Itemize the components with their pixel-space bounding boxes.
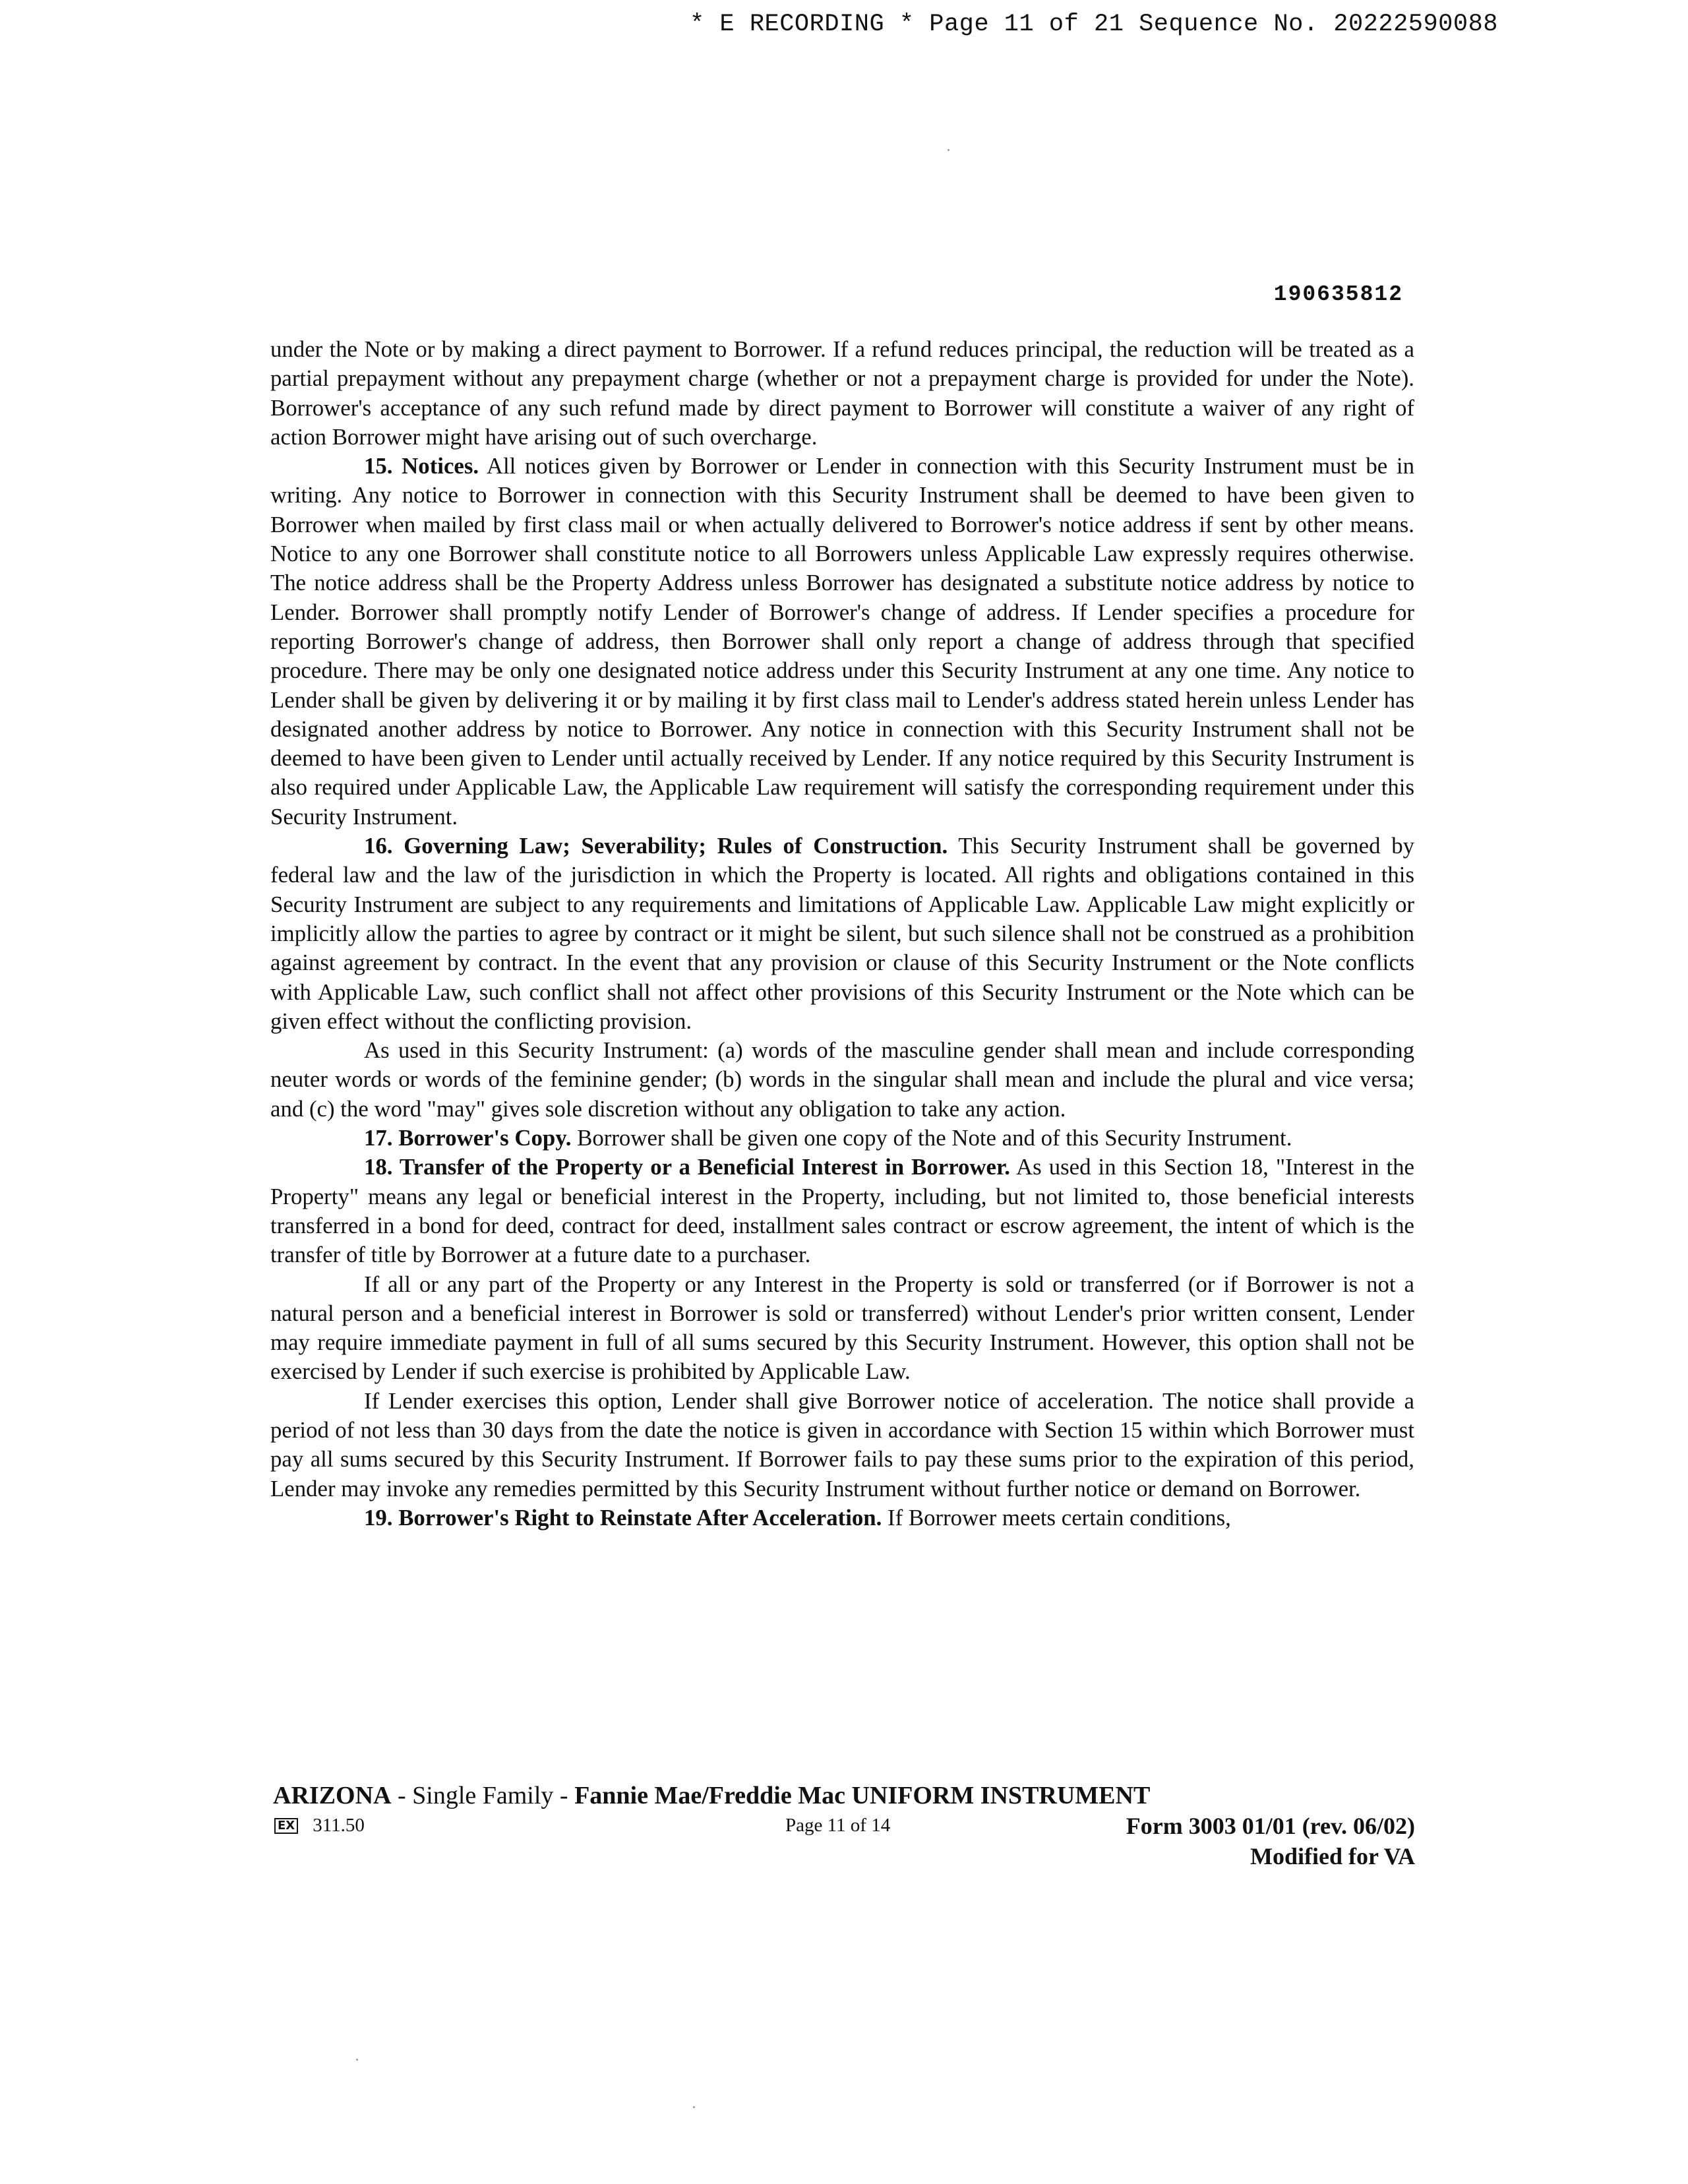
section-16-governing-law xyxy=(270,832,1414,1036)
paragraph-text: All notices given by Borrower or Lender in connection with this Security Instrument must be in writing. Any notice to Borrower in connection with this Security Instrument shall be deemed to have been given to Borrower when mailed by first class mail or when actually delivered to Borrower's notice address if sent by other means. Notice to any one Borrower shall constitute notice to all Borrowers unless Applicable Law expressly requires otherwise. The notice address shall be the Property Address unless Borrower has designated a substitute notice address by notice to Lender. Borrower shall promptly notify Lender of Borrower's change of address. If Lender specifies a procedure for reporting Borrower's change of address, then Borrower shall only report a change of address through that specified procedure. There may be only one designated notice address under this Security Instrument at any one time. Any notice to Lender shall be given by delivering it or by mailing it by first class mail to Lender's address stated herein unless Lender has designated another address by notice to Borrower. Any notice in connection with this Security Instrument shall not be deemed to have been given to Lender until actually received by Lender. If any notice required by this Security Instrument is also required under Applicable Law, the Applicable Law requirement will satisfy the corresponding requirement under this Security Instrument. xyxy=(270,453,1414,830)
section-18-acceleration xyxy=(270,1387,1414,1503)
paragraph-text: If Lender exercises this option, Lender shall give Borrower notice of acceleration. The notice shall provide a period of not less than 30 days from the date the notice is given in accordance with Section 15 within which Borrower must pay all sums secured by this Security Instrument. If Borrower fails to pay these sums prior to the expiration of this period, Lender may invoke any remedies permitted by this Security Instrument without further notice or demand on Borrower. xyxy=(270,1387,1414,1502)
scan-speck xyxy=(693,2106,695,2108)
section-heading: 19. Borrower's Right to Reinstate After Acceleration. xyxy=(364,1504,882,1531)
recording-header: * E RECORDING * Page 11 of 21 Sequence No. 20222590088 xyxy=(690,11,1498,38)
form-footer xyxy=(273,1780,1415,1871)
paragraph-text: If all or any part of the Property or any Interest in the Property is sold or transferred (or if Borrower is not a natural person and a beneficial interest in Borrower is sold or transferred) without Lender's prior written consent, Lender may require immediate payment in full of all sums secured by this Security Instrument. However, this option shall not be exercised by Lender if such exercise is prohibited by Applicable Law. xyxy=(270,1271,1414,1385)
footer-modified: Modified for VA xyxy=(1250,1843,1415,1869)
footer-state: ARIZONA xyxy=(273,1782,392,1809)
section-18-transfer xyxy=(270,1153,1414,1269)
section-16-construction xyxy=(270,1036,1414,1124)
section-19-reinstate xyxy=(270,1503,1414,1532)
section-17-borrowers-copy xyxy=(270,1124,1414,1153)
paragraph-text: This Security Instrument shall be governed by federal law and the law of the jurisdiction in which the Property is located. All rights and obligations contained in this Security Instrument are subject to any requirements and limitations of Applicable Law. Applicable Law might explicitly or implicitly allow the parties to agree by contract or it might be silent, but such silence shall not be construed as a prohibition against agreement by contract. In the event that any provision or clause of this Security Instrument or the Note conflicts with Applicable Law, such conflict shall not affect other provisions of this Security Instrument or the Note which can be given effect without the conflicting provision. xyxy=(270,833,1415,1034)
paragraph-text: under the Note or by making a direct payment to Borrower. If a refund reduces principal, the reduction will be treated as a partial prepayment without any prepayment charge (whether or not a prepayment charge is provided for under the Note). Borrower's acceptance of any such refund made by direct payment to Borrower will constitute a waiver of any right of action Borrower might have arising out of such overcharge. xyxy=(270,336,1414,450)
paragraph-text: As used in this Security Instrument: (a) words of the masculine gender shall mean and include corresponding neuter words or words of the feminine gender; (b) words in the singular shall mean and include the plural and vice versa; and (c) the word "may" gives sole discretion without any obligation to take any action. xyxy=(270,1037,1414,1122)
section-heading: 17. Borrower's Copy. xyxy=(364,1125,572,1151)
section-15-notices xyxy=(270,452,1414,832)
paragraph-refund-continuation xyxy=(270,335,1414,452)
footer-title xyxy=(273,1780,1415,1811)
paragraph-text: As used in this Section 18, "Interest in the Property" means any legal or beneficial interest in the Property, including, but not limited to, those beneficial interests transferred in a bond for deed, contract for deed, installment sales contract or escrow agreement, the intent of which is the transfer of title by Borrower at a future date to a purchaser. xyxy=(270,1154,1414,1268)
paragraph-text: Borrower shall be given one copy of the Note and of this Security Instrument. xyxy=(571,1125,1292,1151)
section-heading: 15. Notices. xyxy=(364,453,479,479)
section-heading: 18. Transfer of the Property or a Beneficial Interest in Borrower. xyxy=(364,1154,1010,1180)
footer-program: Fannie Mae/Freddie Mac UNIFORM INSTRUMENT xyxy=(574,1782,1151,1809)
loan-number: 190635812 xyxy=(1273,282,1403,307)
section-18-sale xyxy=(270,1270,1414,1387)
footer-form-id: Form 3003 01/01 (rev. 06/02) xyxy=(1126,1813,1415,1839)
footer-code: 311.50 xyxy=(313,1815,365,1836)
footer-code-group xyxy=(274,1815,365,1836)
document-body xyxy=(270,335,1414,1532)
ex-logo-icon: EX xyxy=(274,1818,298,1834)
scan-speck xyxy=(948,149,950,151)
scan-speck xyxy=(356,2059,358,2061)
paragraph-text: If Borrower meets certain conditions, xyxy=(882,1504,1231,1531)
section-heading: 16. Governing Law; Severability; Rules of Construction. xyxy=(364,833,948,859)
footer-separator: - Single Family - xyxy=(391,1782,575,1809)
footer-page-number: Page 11 of 14 xyxy=(785,1815,891,1836)
footer-row xyxy=(273,1812,1415,1841)
